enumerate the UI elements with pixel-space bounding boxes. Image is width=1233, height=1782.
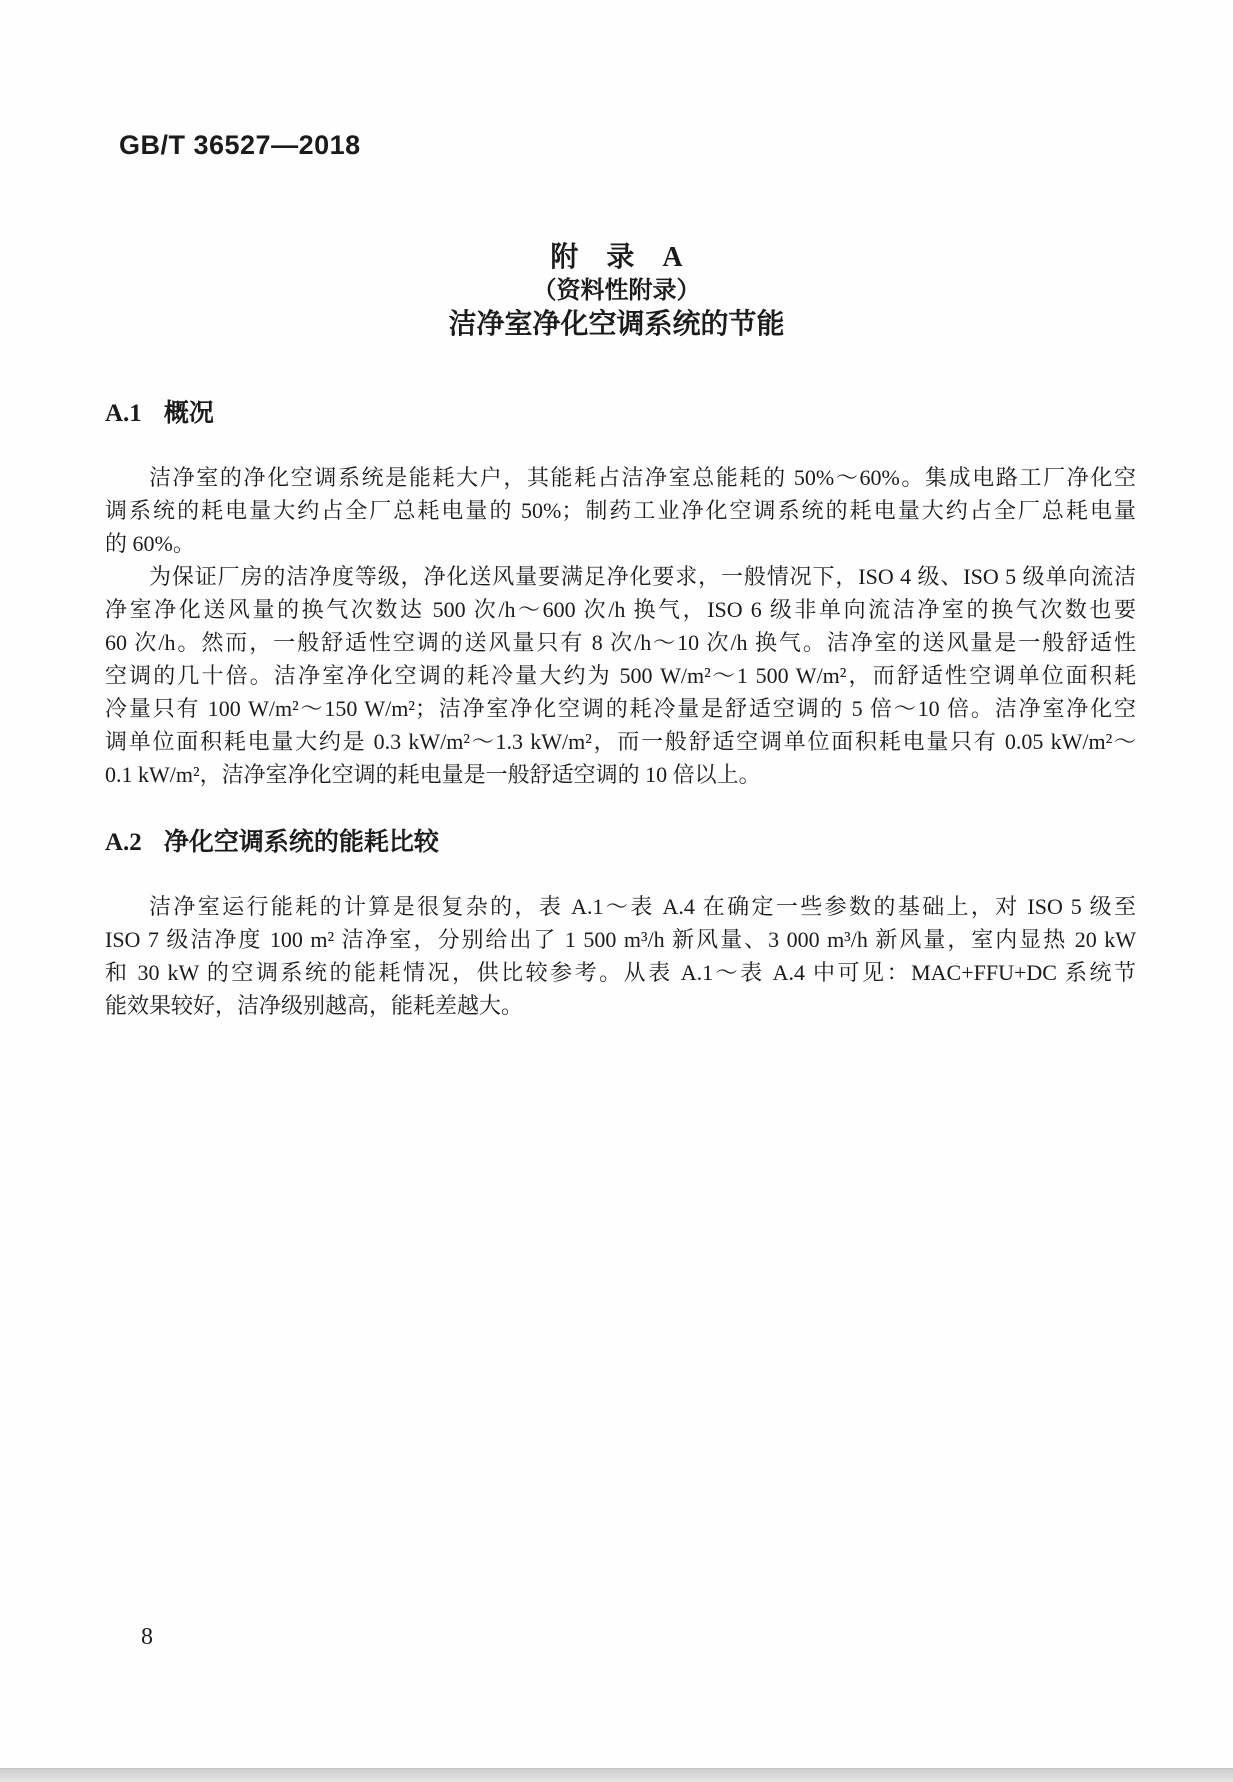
appendix-label: 附 录 A <box>550 242 683 273</box>
page-number: 8 <box>141 1624 153 1650</box>
scan-bottom-edge <box>0 1768 1233 1782</box>
text-line: 冷量只有 100 W/m²～150 W/m²；洁净室净化空调的耗冷量是舒适空调的 5 倍～10 倍。洁净室净化空 <box>105 696 1136 721</box>
text-line: 洁净室运行能耗的计算是很复杂的，表 A.1～表 A.4 在确定一些参数的基础上，对 ISO 5 级至 <box>149 894 1136 919</box>
text-line: 和 30 kW 的空调系统的能耗情况，供比较参考。从表 A.1～表 A.4 中可见：MAC+FFU+DC 系统节 <box>105 960 1136 985</box>
section-a1-heading <box>105 397 214 430</box>
paragraph-a1-2 <box>105 560 1136 791</box>
text-line: 调单位面积耗电量大约是 0.3 kW/m²～1.3 kW/m²，而一般舒适空调单位面积耗电量只有 0.05 kW/m²～ <box>105 729 1136 754</box>
appendix-title: 洁净室净化空调系统的节能 <box>448 309 785 340</box>
text-line: ISO 7 级洁净度 100 m² 洁净室，分别给出了 1 500 m³/h 新风量、3 000 m³/h 新风量，室内显热 20 kW <box>105 927 1136 952</box>
text-line: 调系统的耗电量大约占全厂总耗电量的 50%；制药工业净化空调系统的耗电量大约占全厂总耗电量 <box>105 498 1136 523</box>
section-a2-heading <box>105 826 439 859</box>
text-line: 能效果较好，洁净级别越高，能耗差越大。 <box>105 993 524 1018</box>
text-line: 空调的几十倍。洁净室净化空调的耗冷量大约为 500 W/m²～1 500 W/m²，而舒适性空调单位面积耗 <box>105 663 1136 688</box>
section-a1-title: 概况 <box>163 400 214 427</box>
text-line: 60 次/h。然而，一般舒适性空调的送风量只有 8 次/h～10 次/h 换气。洁净室的送风量是一般舒适性 <box>105 630 1136 655</box>
text-line: 的 60%。 <box>105 531 195 556</box>
text-line: 净室净化送风量的换气次数达 500 次/h～600 次/h 换气，ISO 6 级非单向流洁净室的换气次数也要 <box>105 597 1136 622</box>
appendix-title-block <box>0 241 1233 341</box>
section-a2-number: A.2 <box>105 829 142 856</box>
text-line: 为保证厂房的洁净度等级，净化送风量要满足净化要求，一般情况下，ISO 4 级、ISO 5 级单向流洁 <box>149 564 1136 589</box>
standard-code: GB/T 36527—2018 <box>119 130 361 160</box>
paragraph-a2-1 <box>105 890 1136 1022</box>
section-a2-title: 净化空调系统的能耗比较 <box>163 829 439 856</box>
paragraph-a1-1 <box>105 461 1136 560</box>
text-line: 0.1 kW/m²，洁净室净化空调的耗电量是一般舒适空调的 10 倍以上。 <box>105 762 761 787</box>
text-line: 洁净室的净化空调系统是能耗大户，其能耗占洁净室总能耗的 50%～60%。集成电路工厂净化空 <box>149 465 1136 490</box>
section-a1-number: A.1 <box>105 400 142 427</box>
appendix-type-note: （资料性附录） <box>532 278 701 304</box>
